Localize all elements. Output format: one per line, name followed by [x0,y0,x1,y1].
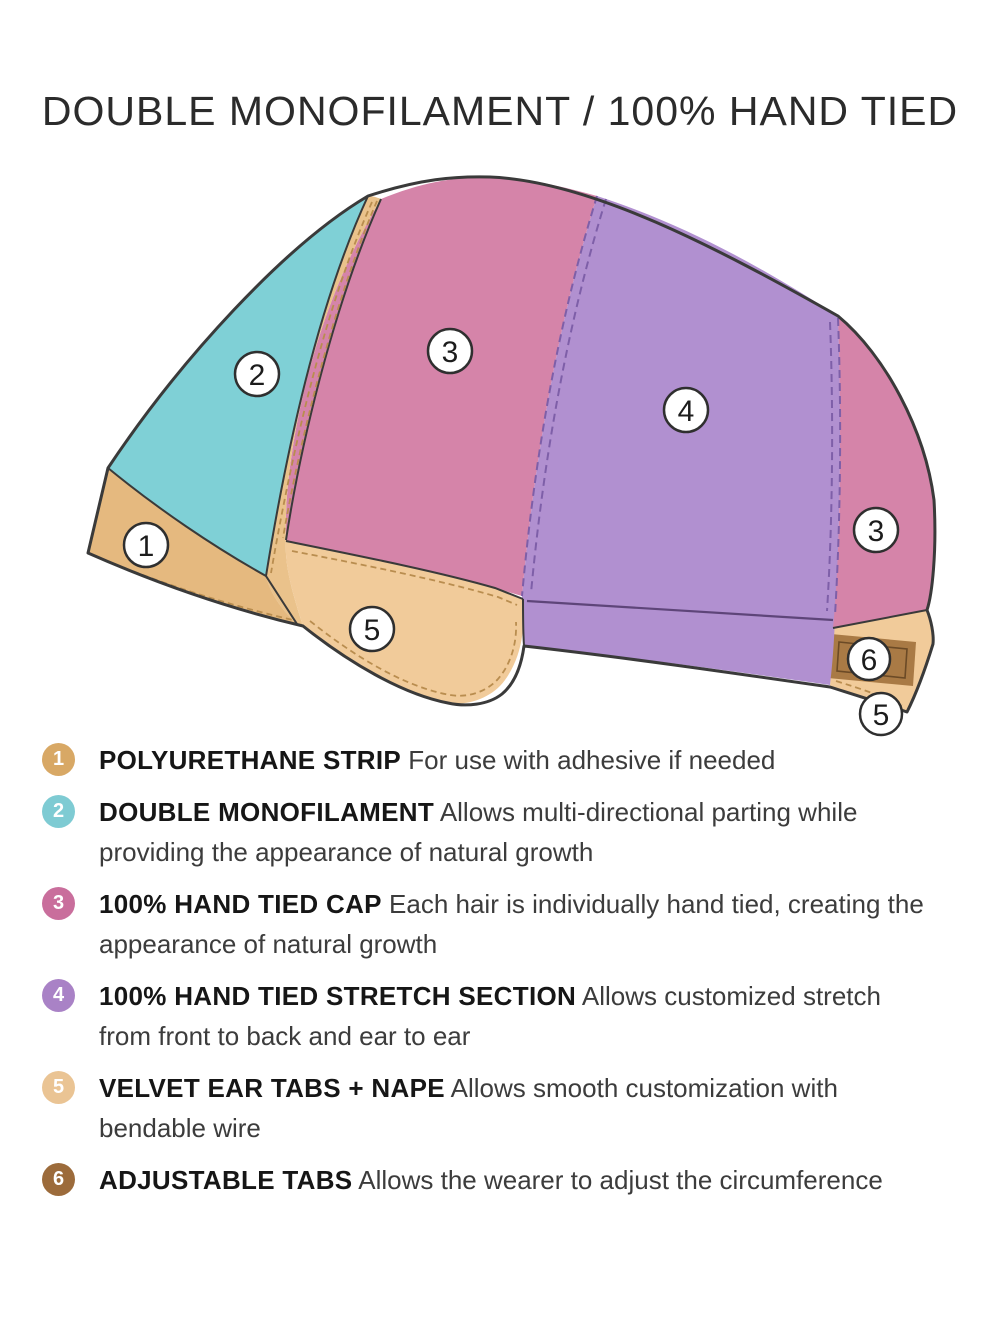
legend-marker-3: 3 [42,887,75,920]
callout-5-front [350,607,394,651]
legend-marker-4: 4 [42,979,75,1012]
legend-item-text [99,1160,883,1200]
callout-3-back [854,508,898,552]
legend-item-text [99,740,775,780]
callout-number: 1 [137,530,155,563]
callout-6 [848,638,890,680]
legend-marker-2: 2 [42,795,75,828]
wig-cap-diagram [0,160,1000,760]
legend-item-description: Allows customized stretch from front to back and ear to ear [99,981,881,1051]
legend-item-description: For use with adhesive if needed [408,745,776,775]
callout-5-back [860,693,902,735]
legend-item-adjustable-tabs [42,1160,958,1200]
legend-item-name: 100% HAND TIED CAP [99,889,382,919]
seam-flap-notch [523,599,524,646]
legend-item-double-monofilament [42,792,958,872]
legend-item-name: VELVET EAR TABS + NAPE [99,1073,445,1103]
callout-4 [664,388,708,432]
callout-number: 6 [860,644,878,677]
callout-1 [124,523,168,567]
legend-marker-1: 1 [42,743,75,776]
legend-item-description: Each hair is individually hand tied, creating the appearance of natural growth [99,889,924,959]
callout-3-front [428,329,472,373]
legend-item-name: ADJUSTABLE TABS [99,1165,353,1195]
legend-item-stretch-section [42,976,958,1056]
callout-number: 5 [363,614,381,647]
page-title: DOUBLE MONOFILAMENT / 100% HAND TIED [41,88,959,134]
callout-number: 3 [441,336,459,369]
callout-number: 2 [248,359,266,392]
legend-item-ear-tabs-nape [42,1068,958,1148]
callout-2 [235,352,279,396]
legend-item-name: 100% HAND TIED STRETCH SECTION [99,981,577,1011]
legend-item-name: POLYURETHANE STRIP [99,745,402,775]
legend-marker-6: 6 [42,1163,75,1196]
legend [42,740,958,1212]
section-hand-tied-back [833,316,935,628]
callout-number: 3 [867,515,885,548]
legend-item-text [99,884,929,964]
callout-number: 4 [677,395,695,428]
legend-item-text [99,1068,929,1148]
legend-item-description: Allows multi-directional parting while providing the appearance of natural growth [99,797,858,867]
legend-marker-5: 5 [42,1071,75,1104]
legend-item-name: DOUBLE MONOFILAMENT [99,797,435,827]
legend-item-description: Allows smooth customization with bendable wire [99,1073,838,1143]
legend-item-polyurethane-strip [42,740,958,780]
legend-item-text [99,792,929,872]
legend-item-text [99,976,929,1056]
callout-number: 5 [872,699,890,732]
legend-item-description: Allows the wearer to adjust the circumference [358,1165,883,1195]
legend-item-hand-tied-cap [42,884,958,964]
